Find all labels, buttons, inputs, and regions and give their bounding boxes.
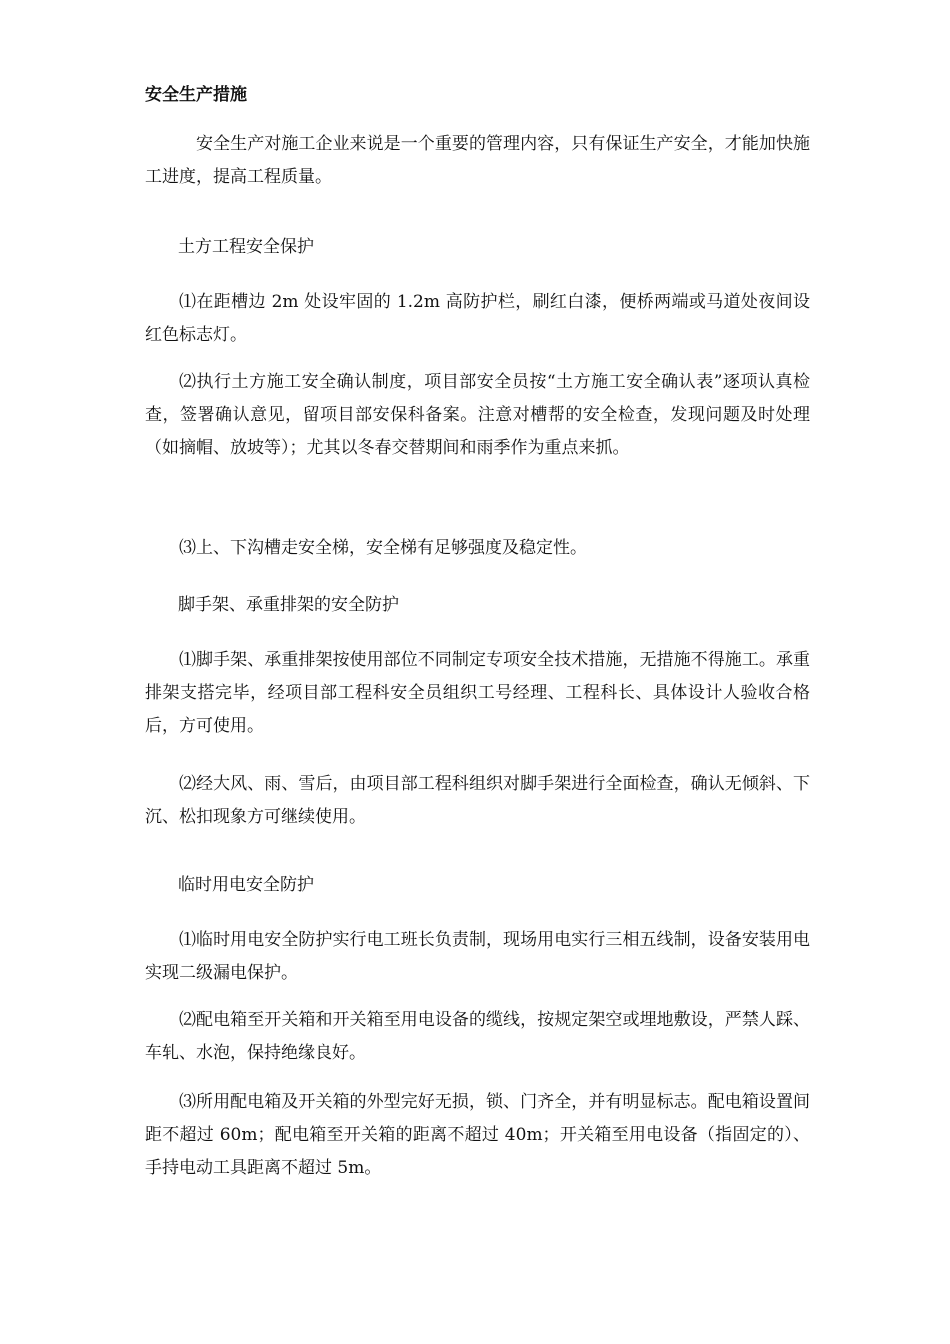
earthwork-item-1: ⑴在距槽边 2m 处设牢固的 1.2m 高防护栏，刷红白漆，便桥两端或马道处夜间设红色标志灯。 [145,292,810,345]
earthwork-item-3: ⑶上、下沟槽走安全梯，安全梯有足够强度及稳定性。 [179,538,587,558]
document-title: 安全生产措施 [145,85,247,105]
section-heading-scaffolding: 脚手架、承重排架的安全防护 [178,595,399,615]
section-heading-temporary-power: 临时用电安全防护 [178,875,314,895]
scaffolding-item-1: ⑴脚手架、承重排架按使用部位不同制定专项安全技术措施，无措施不得施工。承重排架支搭完毕，经项目部工程科安全员组织工号经理、工程科长、具体设计人验收合格后，方可使用。 [145,650,810,736]
power-item-1: ⑴临时用电安全防护实行电工班长负责制，现场用电实行三相五线制，设备安装用电实现二级漏电保护。 [145,930,810,983]
earthwork-item-2: ⑵执行土方施工安全确认制度，项目部安全员按“土方施工安全确认表”逐项认真检查，签署确认意见，留项目部安保科备案。注意对槽帮的安全检查，发现问题及时处理（如摘帽、放坡等）；尤其以冬春交替期间和雨季作为重点来抓。 [145,372,810,458]
power-item-3: ⑶所用配电箱及开关箱的外型完好无损，锁、门齐全，并有明显标志。配电箱设置间距不超过 60m；配电箱至开关箱的距离不超过 40m；开关箱至用电设备（指固定的）、手持电动工具距离不超过 5m。 [145,1092,810,1178]
intro-paragraph: 安全生产对施工企业来说是一个重要的管理内容，只有保证生产安全，才能加快施工进度，提高工程质量。 [145,134,810,187]
power-item-2: ⑵配电箱至开关箱和开关箱至用电设备的缆线，按规定架空或埋地敷设，严禁人踩、车轧、水泡，保持绝缘良好。 [145,1010,810,1063]
scaffolding-item-2: ⑵经大风、雨、雪后，由项目部工程科组织对脚手架进行全面检查，确认无倾斜、下沉、松扣现象方可继续使用。 [145,774,810,827]
section-heading-earthwork: 土方工程安全保护 [178,237,314,257]
